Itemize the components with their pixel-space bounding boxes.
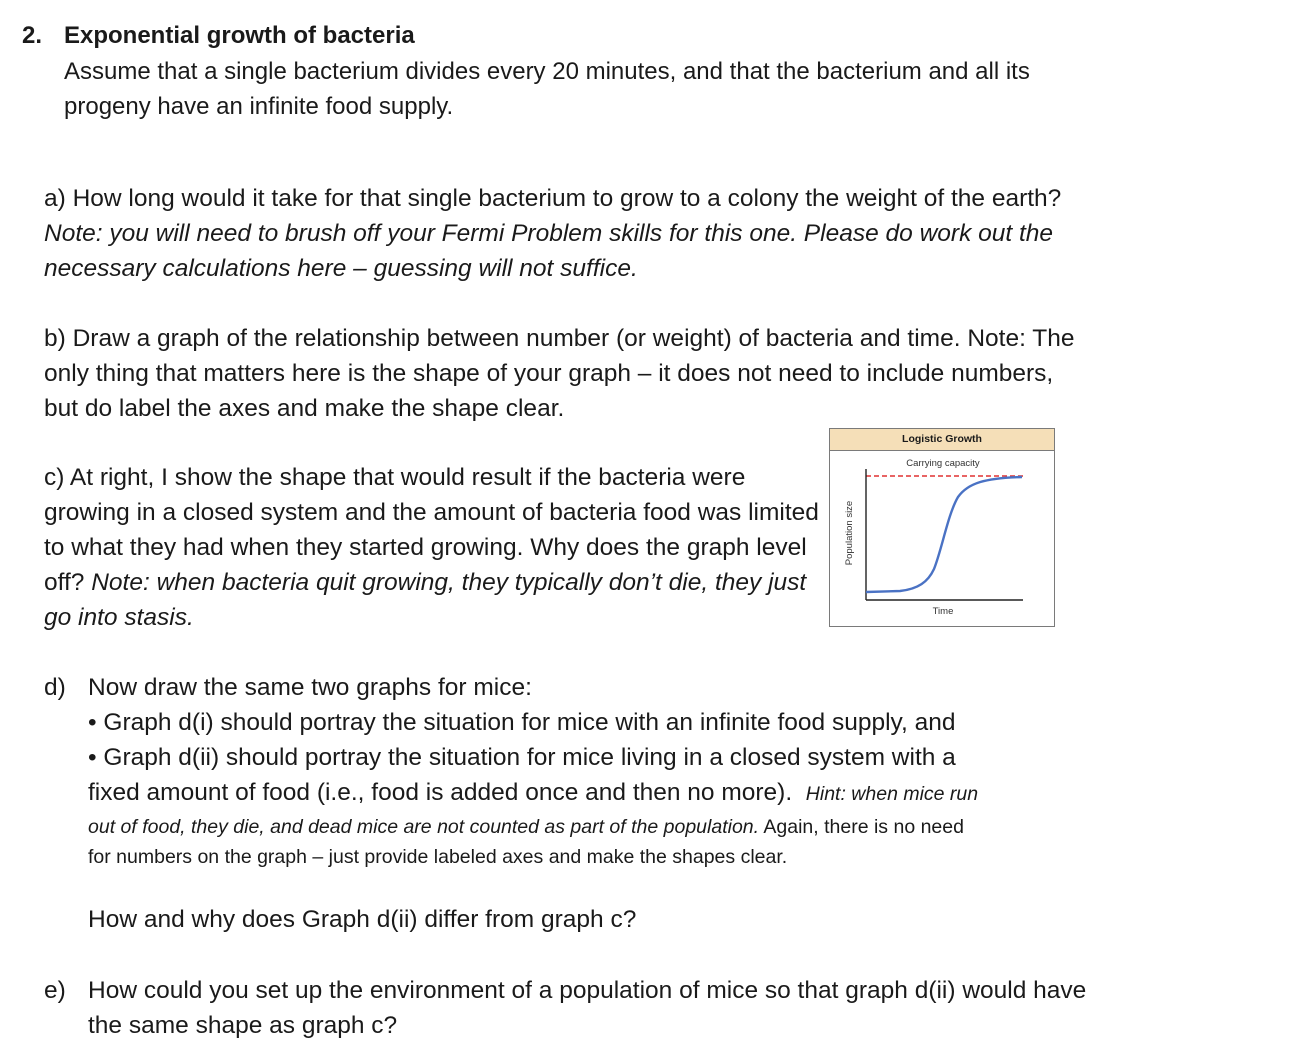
x-axis-label: Time	[932, 606, 954, 617]
again-text: Again, there is no need	[759, 816, 964, 838]
question-e	[44, 973, 1104, 1043]
question-a-note: Note: you will need to brush off your Fermi Problem skills for this one. Please do work out the necessary calculations here – guessing will not suffice.	[44, 220, 1054, 282]
logistic-curve	[866, 477, 1022, 592]
question-a	[44, 181, 1084, 286]
question-a-text: a) How long would it take for that single bacterium to grow to a colony the weight of the earth?	[44, 185, 1062, 212]
hint-continued-text: out of food, they die, and dead mice are not counted as part of the population.	[88, 816, 760, 838]
question-e-label: e)	[44, 977, 66, 1004]
question-c-text: c) At right, I show the shape that would result if the bacteria were growing in a closed system and the amount of bacteria food was limited to what they had when they started growing. Why does the graph level off?	[44, 464, 819, 596]
question-d-followup: How and why does Graph d(ii) differ from graph c?	[88, 906, 637, 933]
numbers-note: for numbers on the graph – just provide labeled axes and make the shapes clear.	[88, 846, 788, 868]
logistic-growth-plot	[830, 429, 1056, 628]
question-e-text: How could you set up the environment of a population of mice so that graph d(ii) would have the same shape as graph c?	[88, 977, 1087, 1039]
question-b: b) Draw a graph of the relationship between number (or weight) of bacteria and time. Note: The only thing that matters here is the shape of your graph – it does not need to include numbers, but do label the axes and make the shape clear.	[44, 325, 1075, 422]
fixed-food-line	[44, 775, 1104, 812]
question-d-intro	[44, 670, 1104, 705]
bullet-d-ii: • Graph d(ii) should portray the situation for mice living in a closed system with a	[88, 744, 956, 771]
question-title: Exponential growth of bacteria	[64, 22, 415, 49]
fixed-food-text: fixed amount of food (i.e., food is added once and then no more).	[88, 779, 793, 806]
hint-continued	[44, 812, 1104, 842]
logistic-growth-figure	[829, 428, 1055, 627]
question-d	[44, 670, 1104, 872]
figure-title: Logistic Growth	[830, 429, 1054, 451]
question-heading	[22, 20, 415, 52]
question-d-label: d)	[44, 674, 66, 701]
hint-start: Hint: when mice run	[805, 783, 979, 805]
question-c-note: Note: when bacteria quit growing, they typically don’t die, they just go into stasis.	[44, 569, 807, 631]
carrying-capacity-label: Carrying capacity	[906, 458, 980, 469]
intro-text: Assume that a single bacterium divides every 20 minutes, and that the bacterium and all its progeny have an infinite food supply.	[64, 58, 1030, 120]
bullet-d-i: • Graph d(i) should portray the situation for mice with an infinite food supply, and	[88, 709, 956, 736]
question-e-row	[44, 973, 1104, 1043]
question-d-text: Now draw the same two graphs for mice:	[88, 674, 532, 701]
y-axis-label: Population size	[844, 500, 855, 566]
question-c	[44, 460, 824, 635]
question-number: 2.	[22, 22, 43, 49]
